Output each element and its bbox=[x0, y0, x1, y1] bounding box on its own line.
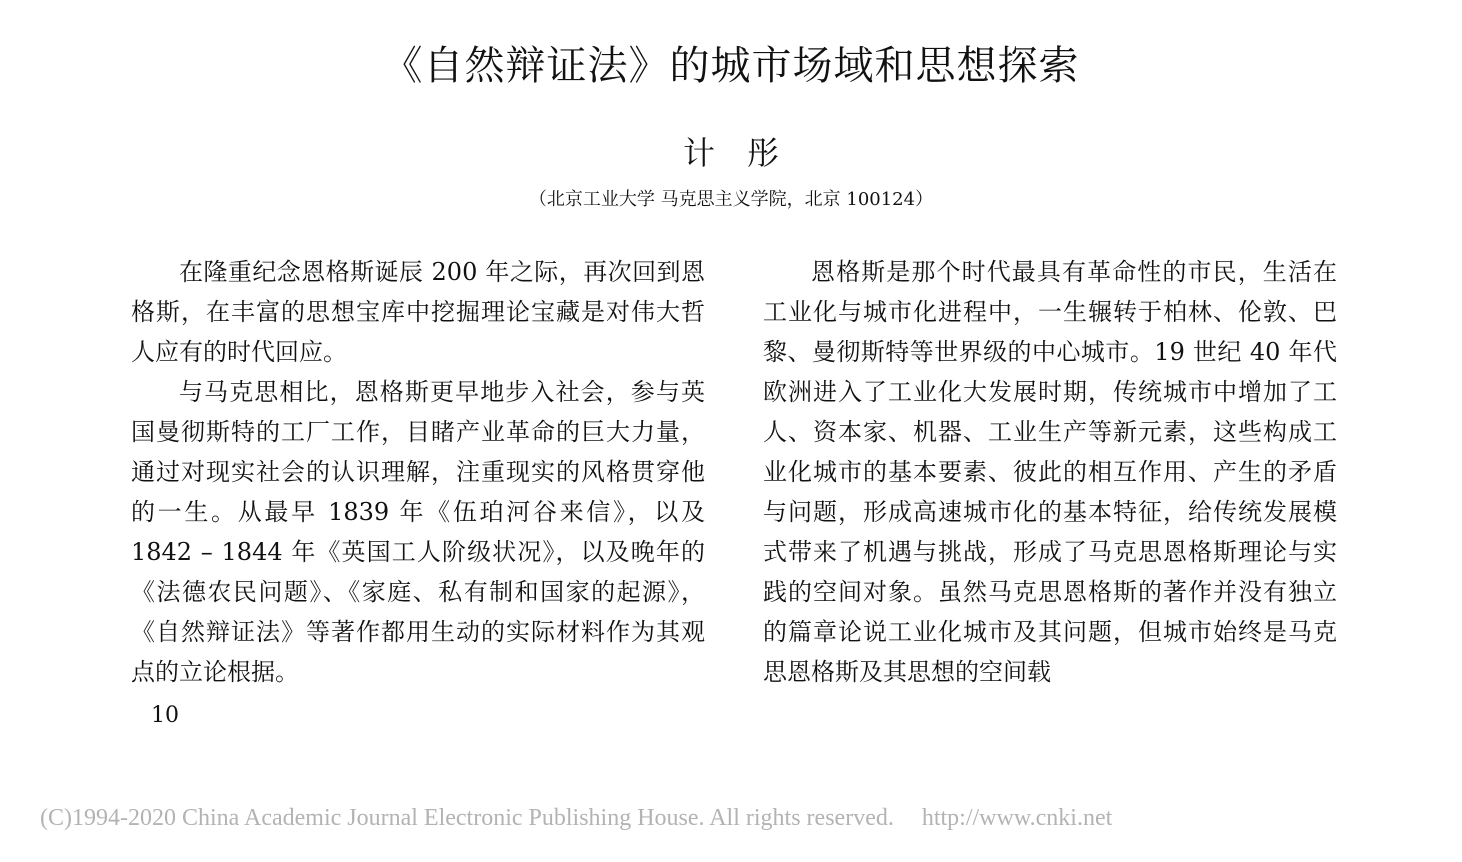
page-number: 10 bbox=[151, 703, 179, 728]
article-title: 《自然辩证法》的城市场域和思想探索 bbox=[382, 43, 1080, 89]
paragraph: 恩格斯是那个时代最具有革命性的市民，生活在工业化与城市化进程中，一生辗转于柏林、伦敦、巴黎、曼彻斯特等世界级的中心城市。19 世纪 40 年代欧洲进入了工业化大发展时期，传统城市中增加了工人、资本家、机器、工业生产等新元素，这些构成工业化城市的基本要素、彼此的相互作用、产生的矛盾与问题，形成高速城市化的基本特征，给传统发展模式带来了机遇与挑战，形成了马克思恩格斯理论与实践的空间对象。虽然马克思恩格斯的著作并没有独立的篇章论说工业化城市及其问题，但城市始终是马克思恩格斯及其思想的空间载 bbox=[763, 258, 1337, 686]
article-author: 计彤 bbox=[682, 134, 811, 172]
paragraph: 与马克思相比，恩格斯更早地步入社会，参与英国曼彻斯特的工厂工作，目睹产业革命的巨大力量，通过对现实社会的认识理解，注重现实的风格贯穿他的一生。从最早 1839 年《伍珀河谷来信》，以及 1842 – 1844 年《英国工人阶级状况》，以及晚年的《法德农民问题》、《家庭、私有制和国家的起源》，《自然辩证法》等著作都用生动的实际材料作为其观点的立论根据。 bbox=[131, 378, 705, 686]
left-column bbox=[131, 252, 705, 692]
paragraph: 在隆重纪念恩格斯诞辰 200 年之际，再次回到恩格斯，在丰富的思想宝库中挖掘理论宝藏是对伟大哲人应有的时代回应。 bbox=[131, 258, 705, 366]
right-column bbox=[763, 252, 1337, 692]
copyright-footer bbox=[40, 800, 1112, 836]
copyright-text: (C)1994-2020 China Academic Journal Electronic Publishing House. All rights reserved. bbox=[40, 805, 894, 831]
footer-url: http://www.cnki.net bbox=[921, 805, 1113, 831]
author-affiliation: （北京工业大学 马克思主义学院，北京 100124） bbox=[528, 189, 934, 210]
